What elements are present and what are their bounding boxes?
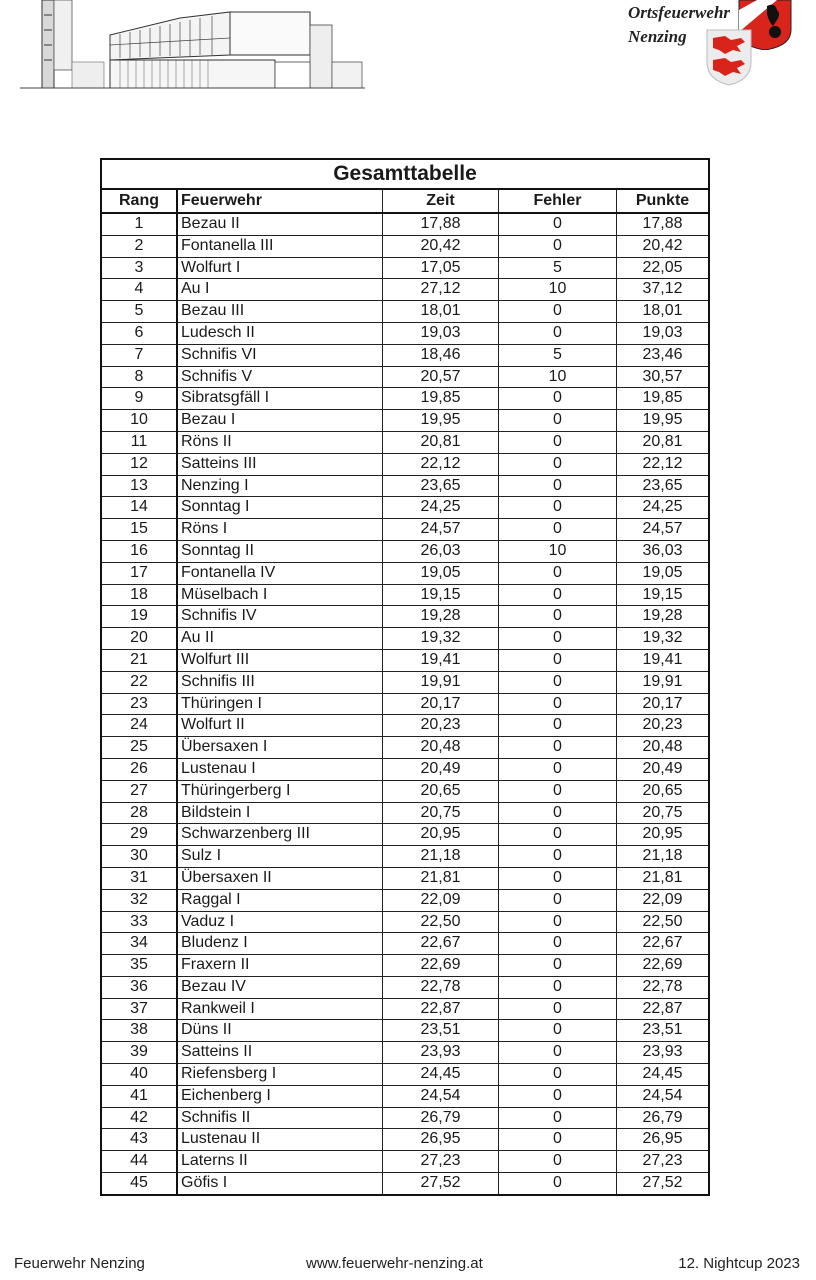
table-row — [102, 1107, 708, 1129]
cell-rang: 37 — [102, 998, 177, 1020]
cell-zeit: 24,45 — [383, 1064, 499, 1086]
cell-fehler: 0 — [499, 693, 617, 715]
cell-fehler: 0 — [499, 606, 617, 628]
cell-feuerwehr: Nenzing I — [177, 475, 383, 497]
cell-feuerwehr: Übersaxen II — [177, 867, 383, 889]
cell-punkte: 24,45 — [617, 1064, 709, 1086]
cell-punkte: 20,95 — [617, 824, 709, 846]
cell-zeit: 20,49 — [383, 758, 499, 780]
column-header-zeit: Zeit — [383, 190, 499, 213]
cell-rang: 36 — [102, 976, 177, 998]
cell-fehler: 0 — [499, 715, 617, 737]
cell-rang: 39 — [102, 1042, 177, 1064]
table-row — [102, 279, 708, 301]
cell-feuerwehr: Düns II — [177, 1020, 383, 1042]
cell-rang: 23 — [102, 693, 177, 715]
cell-zeit: 19,28 — [383, 606, 499, 628]
cell-rang: 21 — [102, 649, 177, 671]
cell-zeit: 19,85 — [383, 388, 499, 410]
cell-rang: 14 — [102, 497, 177, 519]
cell-feuerwehr: Röns II — [177, 431, 383, 453]
table-row — [102, 497, 708, 519]
table-row — [102, 1020, 708, 1042]
cell-punkte: 26,79 — [617, 1107, 709, 1129]
cell-punkte: 22,67 — [617, 933, 709, 955]
cell-rang: 44 — [102, 1151, 177, 1173]
cell-rang: 35 — [102, 955, 177, 977]
table-row — [102, 213, 708, 235]
cell-feuerwehr: Übersaxen I — [177, 737, 383, 759]
cell-feuerwehr: Bezau II — [177, 213, 383, 235]
cell-feuerwehr: Sonntag II — [177, 540, 383, 562]
cell-rang: 4 — [102, 279, 177, 301]
table-row — [102, 366, 708, 388]
cell-punkte: 18,01 — [617, 301, 709, 323]
table-row — [102, 1173, 708, 1194]
cell-punkte: 20,48 — [617, 737, 709, 759]
cell-punkte: 20,17 — [617, 693, 709, 715]
table-row — [102, 933, 708, 955]
cell-punkte: 19,03 — [617, 322, 709, 344]
cell-zeit: 20,23 — [383, 715, 499, 737]
cell-punkte: 24,54 — [617, 1085, 709, 1107]
table-row — [102, 257, 708, 279]
cell-rang: 38 — [102, 1020, 177, 1042]
table-row — [102, 758, 708, 780]
cell-feuerwehr: Satteins II — [177, 1042, 383, 1064]
cell-rang: 9 — [102, 388, 177, 410]
column-header-punkte: Punkte — [617, 190, 709, 213]
column-header-feuerwehr: Feuerwehr — [177, 190, 383, 213]
cell-zeit: 22,87 — [383, 998, 499, 1020]
cell-rang: 42 — [102, 1107, 177, 1129]
cell-feuerwehr: Sonntag I — [177, 497, 383, 519]
cell-fehler: 0 — [499, 671, 617, 693]
cell-punkte: 22,12 — [617, 453, 709, 475]
cell-rang: 28 — [102, 802, 177, 824]
cell-zeit: 23,93 — [383, 1042, 499, 1064]
table-row — [102, 998, 708, 1020]
cell-feuerwehr: Rankweil I — [177, 998, 383, 1020]
table-header-row — [102, 190, 708, 213]
cell-punkte: 22,78 — [617, 976, 709, 998]
cell-rang: 33 — [102, 911, 177, 933]
table-row — [102, 802, 708, 824]
cell-fehler: 0 — [499, 519, 617, 541]
cell-fehler: 0 — [499, 322, 617, 344]
table-title: Gesamttabelle — [102, 160, 708, 190]
cell-feuerwehr: Bezau III — [177, 301, 383, 323]
cell-rang: 3 — [102, 257, 177, 279]
table-row — [102, 889, 708, 911]
cell-feuerwehr: Au II — [177, 628, 383, 650]
cell-rang: 16 — [102, 540, 177, 562]
cell-fehler: 0 — [499, 998, 617, 1020]
cell-zeit: 19,15 — [383, 584, 499, 606]
cell-feuerwehr: Satteins III — [177, 453, 383, 475]
table-row — [102, 606, 708, 628]
cell-zeit: 22,69 — [383, 955, 499, 977]
cell-zeit: 22,67 — [383, 933, 499, 955]
cell-zeit: 27,23 — [383, 1151, 499, 1173]
table-row — [102, 540, 708, 562]
cell-rang: 17 — [102, 562, 177, 584]
nenzing-coat-of-arms-icon — [705, 28, 753, 86]
table-row — [102, 1129, 708, 1151]
cell-zeit: 19,32 — [383, 628, 499, 650]
cell-punkte: 20,49 — [617, 758, 709, 780]
cell-rang: 2 — [102, 235, 177, 257]
results-table — [100, 158, 710, 1196]
table-row — [102, 1151, 708, 1173]
cell-zeit: 20,57 — [383, 366, 499, 388]
cell-rang: 12 — [102, 453, 177, 475]
cell-feuerwehr: Lustenau II — [177, 1129, 383, 1151]
cell-rang: 26 — [102, 758, 177, 780]
cell-rang: 8 — [102, 366, 177, 388]
cell-punkte: 20,81 — [617, 431, 709, 453]
cell-feuerwehr: Au I — [177, 279, 383, 301]
cell-zeit: 19,41 — [383, 649, 499, 671]
cell-fehler: 0 — [499, 301, 617, 323]
cell-feuerwehr: Schnifis IV — [177, 606, 383, 628]
cell-fehler: 10 — [499, 279, 617, 301]
cell-punkte: 24,57 — [617, 519, 709, 541]
cell-feuerwehr: Schnifis II — [177, 1107, 383, 1129]
cell-zeit: 20,17 — [383, 693, 499, 715]
table-row — [102, 693, 708, 715]
cell-rang: 41 — [102, 1085, 177, 1107]
cell-punkte: 20,42 — [617, 235, 709, 257]
cell-fehler: 10 — [499, 366, 617, 388]
table-row — [102, 955, 708, 977]
cell-fehler: 0 — [499, 562, 617, 584]
table-row — [102, 584, 708, 606]
table-row — [102, 562, 708, 584]
table-row — [102, 235, 708, 257]
cell-zeit: 26,95 — [383, 1129, 499, 1151]
cell-punkte: 22,50 — [617, 911, 709, 933]
cell-zeit: 23,51 — [383, 1020, 499, 1042]
cell-punkte: 23,46 — [617, 344, 709, 366]
cell-punkte: 20,75 — [617, 802, 709, 824]
cell-fehler: 5 — [499, 257, 617, 279]
table-row — [102, 410, 708, 432]
cell-punkte: 21,18 — [617, 846, 709, 868]
cell-punkte: 19,41 — [617, 649, 709, 671]
logo-text-nenzing: Nenzing — [628, 27, 687, 46]
cell-fehler: 0 — [499, 846, 617, 868]
cell-feuerwehr: Bezau I — [177, 410, 383, 432]
cell-rang: 20 — [102, 628, 177, 650]
table-row — [102, 453, 708, 475]
cell-rang: 32 — [102, 889, 177, 911]
cell-fehler: 0 — [499, 758, 617, 780]
cell-rang: 30 — [102, 846, 177, 868]
cell-punkte: 37,12 — [617, 279, 709, 301]
table-row — [102, 867, 708, 889]
cell-feuerwehr: Lustenau I — [177, 758, 383, 780]
table-body — [102, 213, 708, 1194]
cell-fehler: 10 — [499, 540, 617, 562]
cell-feuerwehr: Fontanella IV — [177, 562, 383, 584]
cell-punkte: 36,03 — [617, 540, 709, 562]
cell-punkte: 26,95 — [617, 1129, 709, 1151]
cell-fehler: 0 — [499, 867, 617, 889]
cell-fehler: 0 — [499, 1151, 617, 1173]
cell-zeit: 24,54 — [383, 1085, 499, 1107]
cell-zeit: 21,81 — [383, 867, 499, 889]
cell-punkte: 23,51 — [617, 1020, 709, 1042]
cell-feuerwehr: Laterns II — [177, 1151, 383, 1173]
cell-rang: 29 — [102, 824, 177, 846]
cell-feuerwehr: Riefensberg I — [177, 1064, 383, 1086]
cell-zeit: 20,42 — [383, 235, 499, 257]
cell-feuerwehr: Raggal I — [177, 889, 383, 911]
table-row — [102, 301, 708, 323]
cell-rang: 25 — [102, 737, 177, 759]
cell-feuerwehr: Vaduz I — [177, 911, 383, 933]
cell-zeit: 26,79 — [383, 1107, 499, 1129]
cell-rang: 13 — [102, 475, 177, 497]
cell-rang: 45 — [102, 1173, 177, 1194]
cell-rang: 10 — [102, 410, 177, 432]
cell-rang: 31 — [102, 867, 177, 889]
table-row — [102, 715, 708, 737]
cell-zeit: 18,01 — [383, 301, 499, 323]
cell-zeit: 24,25 — [383, 497, 499, 519]
cell-zeit: 24,57 — [383, 519, 499, 541]
column-header-fehler: Fehler — [499, 190, 617, 213]
cell-feuerwehr: Eichenberg I — [177, 1085, 383, 1107]
cell-zeit: 19,95 — [383, 410, 499, 432]
table-row — [102, 846, 708, 868]
column-header-rang: Rang — [102, 190, 177, 213]
cell-feuerwehr: Thüringerberg I — [177, 780, 383, 802]
cell-fehler: 0 — [499, 911, 617, 933]
cell-rang: 11 — [102, 431, 177, 453]
cell-fehler: 0 — [499, 649, 617, 671]
cell-fehler: 0 — [499, 1173, 617, 1194]
cell-feuerwehr: Wolfurt II — [177, 715, 383, 737]
cell-feuerwehr: Schwarzenberg III — [177, 824, 383, 846]
cell-feuerwehr: Ludesch II — [177, 322, 383, 344]
cell-punkte: 22,87 — [617, 998, 709, 1020]
cell-feuerwehr: Thüringen I — [177, 693, 383, 715]
cell-punkte: 19,32 — [617, 628, 709, 650]
cell-punkte: 19,91 — [617, 671, 709, 693]
cell-punkte: 22,05 — [617, 257, 709, 279]
cell-rang: 24 — [102, 715, 177, 737]
cell-zeit: 22,12 — [383, 453, 499, 475]
cell-feuerwehr: Wolfurt I — [177, 257, 383, 279]
cell-zeit: 20,95 — [383, 824, 499, 846]
cell-punkte: 27,52 — [617, 1173, 709, 1194]
cell-feuerwehr: Schnifis III — [177, 671, 383, 693]
table-row — [102, 911, 708, 933]
table-row — [102, 519, 708, 541]
cell-feuerwehr: Fontanella III — [177, 235, 383, 257]
cell-punkte: 19,28 — [617, 606, 709, 628]
cell-punkte: 23,65 — [617, 475, 709, 497]
cell-rang: 18 — [102, 584, 177, 606]
cell-feuerwehr: Schnifis VI — [177, 344, 383, 366]
cell-punkte: 24,25 — [617, 497, 709, 519]
cell-fehler: 0 — [499, 475, 617, 497]
cell-punkte: 17,88 — [617, 213, 709, 235]
cell-zeit: 17,05 — [383, 257, 499, 279]
cell-zeit: 26,03 — [383, 540, 499, 562]
cell-fehler: 0 — [499, 1085, 617, 1107]
cell-rang: 19 — [102, 606, 177, 628]
cell-feuerwehr: Bludenz I — [177, 933, 383, 955]
cell-rang: 15 — [102, 519, 177, 541]
cell-punkte: 20,65 — [617, 780, 709, 802]
table-row — [102, 322, 708, 344]
cell-zeit: 20,81 — [383, 431, 499, 453]
table-row — [102, 976, 708, 998]
table-row — [102, 649, 708, 671]
cell-zeit: 19,03 — [383, 322, 499, 344]
cell-punkte: 21,81 — [617, 867, 709, 889]
table-row — [102, 780, 708, 802]
table-row — [102, 824, 708, 846]
cell-feuerwehr: Röns I — [177, 519, 383, 541]
cell-punkte: 19,05 — [617, 562, 709, 584]
cell-zeit: 23,65 — [383, 475, 499, 497]
cell-zeit: 20,48 — [383, 737, 499, 759]
cell-punkte: 23,93 — [617, 1042, 709, 1064]
cell-rang: 34 — [102, 933, 177, 955]
cell-rang: 6 — [102, 322, 177, 344]
logo-text-ortsfeuerwehr: Ortsfeuerwehr — [628, 3, 731, 22]
cell-zeit: 22,09 — [383, 889, 499, 911]
cell-rang: 27 — [102, 780, 177, 802]
table-row — [102, 628, 708, 650]
table-row — [102, 475, 708, 497]
cell-fehler: 0 — [499, 1107, 617, 1129]
cell-rang: 22 — [102, 671, 177, 693]
cell-fehler: 0 — [499, 628, 617, 650]
table-row — [102, 344, 708, 366]
cell-zeit: 22,78 — [383, 976, 499, 998]
cell-feuerwehr: Bezau IV — [177, 976, 383, 998]
cell-fehler: 0 — [499, 213, 617, 235]
cell-zeit: 20,65 — [383, 780, 499, 802]
cell-fehler: 0 — [499, 235, 617, 257]
cell-fehler: 0 — [499, 737, 617, 759]
table-row — [102, 737, 708, 759]
cell-fehler: 0 — [499, 453, 617, 475]
cell-feuerwehr: Göfis I — [177, 1173, 383, 1194]
cell-rang: 1 — [102, 213, 177, 235]
cell-punkte: 22,69 — [617, 955, 709, 977]
cell-rang: 43 — [102, 1129, 177, 1151]
cell-rang: 40 — [102, 1064, 177, 1086]
cell-feuerwehr: Müselbach I — [177, 584, 383, 606]
cell-fehler: 0 — [499, 410, 617, 432]
cell-fehler: 0 — [499, 1064, 617, 1086]
footer-organization: Feuerwehr Nenzing — [14, 1255, 145, 1272]
cell-feuerwehr: Bildstein I — [177, 802, 383, 824]
cell-feuerwehr: Sulz I — [177, 846, 383, 868]
cell-zeit: 20,75 — [383, 802, 499, 824]
cell-fehler: 0 — [499, 976, 617, 998]
cell-fehler: 0 — [499, 1020, 617, 1042]
cell-fehler: 5 — [499, 344, 617, 366]
cell-punkte: 27,23 — [617, 1151, 709, 1173]
cell-zeit: 19,91 — [383, 671, 499, 693]
footer-event-name: 12. Nightcup 2023 — [678, 1255, 800, 1272]
cell-fehler: 0 — [499, 1042, 617, 1064]
cell-fehler: 0 — [499, 1129, 617, 1151]
table-row — [102, 1042, 708, 1064]
footer-website-link[interactable]: www.feuerwehr-nenzing.at — [306, 1255, 483, 1272]
table-row — [102, 1085, 708, 1107]
cell-punkte: 22,09 — [617, 889, 709, 911]
cell-punkte: 19,95 — [617, 410, 709, 432]
table-row — [102, 671, 708, 693]
cell-zeit: 17,88 — [383, 213, 499, 235]
cell-zeit: 27,52 — [383, 1173, 499, 1194]
cell-fehler: 0 — [499, 584, 617, 606]
cell-zeit: 21,18 — [383, 846, 499, 868]
table-row — [102, 388, 708, 410]
cell-fehler: 0 — [499, 802, 617, 824]
fire-station-building-illustration — [20, 0, 370, 95]
table-row — [102, 431, 708, 453]
cell-fehler: 0 — [499, 824, 617, 846]
cell-rang: 7 — [102, 344, 177, 366]
cell-fehler: 0 — [499, 388, 617, 410]
cell-feuerwehr: Fraxern II — [177, 955, 383, 977]
cell-punkte: 19,85 — [617, 388, 709, 410]
cell-fehler: 0 — [499, 933, 617, 955]
cell-zeit: 22,50 — [383, 911, 499, 933]
cell-rang: 5 — [102, 301, 177, 323]
cell-feuerwehr: Schnifis V — [177, 366, 383, 388]
cell-feuerwehr: Wolfurt III — [177, 649, 383, 671]
cell-fehler: 0 — [499, 955, 617, 977]
cell-zeit: 19,05 — [383, 562, 499, 584]
table-row — [102, 1064, 708, 1086]
cell-fehler: 0 — [499, 497, 617, 519]
cell-punkte: 30,57 — [617, 366, 709, 388]
cell-zeit: 27,12 — [383, 279, 499, 301]
cell-punkte: 20,23 — [617, 715, 709, 737]
cell-punkte: 19,15 — [617, 584, 709, 606]
cell-feuerwehr: Sibratsgfäll I — [177, 388, 383, 410]
cell-fehler: 0 — [499, 889, 617, 911]
cell-zeit: 18,46 — [383, 344, 499, 366]
cell-fehler: 0 — [499, 431, 617, 453]
cell-fehler: 0 — [499, 780, 617, 802]
